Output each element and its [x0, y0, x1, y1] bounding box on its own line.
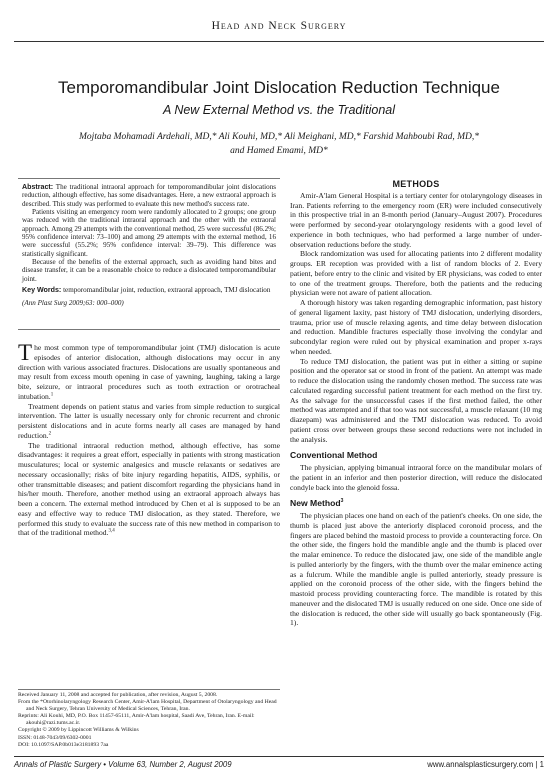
ref-sup[interactable]: 1	[50, 392, 54, 398]
intro-text-3: The traditional intraoral reduction method, although effective, has some disadvantages: it requires a great effort, especially in patients with strong mastication musculatures; local or systemic analgesics and muscle relaxants or sedatives are necessary occasionally; risks of bite injury regarding hepatitis, AIDS, syphilis, or other transmittable diseases; and patient discomfort regarding the physicians hand in his/her mouth. Therefore, another method using an extraoral approach always has been a concern. The external method introduced by Chen et al is supposed to be an easy and effective way to reduce TMJ dislocation, as they stated. Therefore, we performed this study to evaluate the success rate of this new method in comparison to that of the traditional method.	[18, 440, 280, 538]
intro-p1	[18, 340, 280, 402]
article-citation: (Ann Plast Surg 2009;63: 000–000)	[22, 299, 124, 308]
abstract-p3: Because of the benefits of the external approach, such as avoiding hand bites and disease transfer, it can be a reasonable choice to reduce a dislocated temporomandibular joint.	[22, 258, 276, 283]
abstract-p2: Patients visiting an emergency room were randomly allocated to 2 groups; one group was reduced with the traditional intraoral approach and the other with the extraoral approach. Among 29 attempts with the conventional method, 25 were successful (86.2%; 95% confidence interval: 73–100) and among 29 attempts with the external method, 16 were successful (55.2%; 95% confidence interval: 39–79). This difference was statistically significant.	[22, 208, 276, 258]
newmethod-heading: New Method	[290, 498, 341, 509]
authors-line-1: Mojtaba Mohamadi Ardehali, MD,* Ali Kouhi, MD,* Ali Meighani, MD,* Farshid Mahboubi Rad, MD,*	[79, 132, 479, 142]
right-column	[290, 180, 542, 628]
keywords-text: temporomandibular joint, reduction, extraoral approach, TMJ dislocation	[63, 286, 271, 295]
intro-p2	[18, 402, 280, 441]
abstract-box	[18, 178, 280, 330]
header-rule	[14, 41, 544, 42]
intro-text-2: Treatment depends on patient status and varies from simple reduction to surgical intervention. The latter is usually necessary only for chronic recurrent and chronic persistent dislocations and in acute forms nearly all cases are managed by hand reduction.	[18, 401, 280, 440]
abstract-text-1: The traditional intraoral approach for temporomandibular joint dislocations reduction, although effective, has some disadvantages. Here, a new extraoral approach is described. This study was performed to evaluate this new method's success rate.	[22, 183, 277, 208]
article-subtitle: A New External Method vs. the Traditional	[162, 103, 396, 117]
footer-rule	[14, 756, 544, 757]
article-title: Temporomandibular Joint Dislocation Reduction Technique	[58, 78, 500, 97]
article-footnote	[18, 689, 280, 749]
footnote-reprints: Reprints: Ali Kouhi, MD, P.O. Box 11457-65111, Amir-A'lam hospital, Saadi Ave, Tehran, Iran. E-mail: akouhi@razi.tums.ac.ir.	[18, 713, 255, 727]
author-list	[60, 130, 498, 158]
intro-text-1: he most common type of temporomandibular joint (TMJ) dislocation is acute episodes of anterior dislocation, although dislocations may occur in any direction with various associated fractures. Dislocations are usually spontaneous and may result from excess mouth opening in case of yawning, laughing, taking a large bite, seizure, or intraoral procedures such as tooth extraction or orotracheal intubation.	[18, 343, 280, 401]
authors-line-2: and Hamed Emami, MD*	[230, 146, 328, 156]
methods-p1: Amir-A'lam General Hospital is a tertiary center for otolaryngology diseases in Iran. Patients referring to the emergency room (ER) were included consecutively in this prospective trial in an 8-month period (January–August 2007). Procedures were performed by second-year otolaryngology residents with a good level of experience in both techniques, who had performed a large number of under-observation reductions before the study.	[290, 190, 542, 249]
newmethod-p1: The physician places one hand on each of the patient's cheeks. On one side, the thumb is placed just above the anteriorly displaced coronoid process, and the fingers are placed behind the mastoid process to provide a counteracting force. On the other side, the fingers hold the mandible angle and the thumb is placed over the malar eminence. To reduce the dislocated jaw, one side of the mandible angle is pulled anteriorly by the fingers, with the thumb over the malar eminence acting as a fulcrum. While the mandible angle is pulled anteriorly, steady pressure is applied on the coronoid process of the other side, with the fingers behind the mastoid process providing counteracting force. The mandible is rotated by this maneuver and the dislocated TMJ is usually reduced on one side. Once one side of the dislocation is reduced, the other side will usually go back spontaneously (Fig. 1).	[290, 511, 542, 628]
abstract-p1	[22, 183, 276, 208]
footnote-received: Received January 11, 2008 and accepted for publication, after revision, August 5, 2008.	[18, 692, 218, 698]
footer-journal-info: Annals of Plastic Surgery • Volume 63, Number 2, August 2009	[14, 760, 232, 769]
footnote-issn: ISSN: 0148-7043/09/6302-0001	[18, 734, 92, 741]
conventional-p1: The physician, applying bimanual intraoral force on the mandibular molars of the patient in an inferior and then posterior direction, will reduce the dislocated condyle back into the glenoid fossa.	[290, 463, 542, 492]
methods-p2: Block randomization was used for allocating patients into 2 different modality groups. ER reception was provided with a list of random blocks of 2. Every patient, before entry to the clinic and visited by ER physicians, was coded to enter to one of the treatment groups. Therefore, both the patients and the reducing physician were not aware of patient allocation.	[290, 249, 542, 298]
drop-cap: T	[18, 340, 33, 365]
footnote-copyright: Copyright © 2009 by Lippincott Williams & Wilkins	[18, 727, 139, 734]
footnote-affiliation: From the *Otorhinolaryngology Research Center, Amir-A'lam Hospital, Department of Otolaryngology and Head and Neck Surgery, Tehran University of Medical Sciences, Tehran, Iran.	[18, 699, 277, 713]
abstract-label: Abstract:	[22, 183, 54, 191]
methods-p3: A thorough history was taken regarding demographic information, past history of general ligament laxity, past history of TMJ dislocation, underlying disorders, trauma, prior use of muscle relaxing agents, and time delay between dislocation and reduction. Mandible fractures especially those involving the condylar and subcondylar region were ruled out by physical examination and proper x-rays when needed.	[290, 298, 542, 356]
ref-sup[interactable]: 2	[48, 431, 52, 437]
methods-heading: METHODS	[392, 179, 440, 189]
ref-sup[interactable]: 3	[340, 498, 344, 505]
keywords	[22, 286, 276, 294]
methods-p4: To reduce TMJ dislocation, the patient was put in either a sitting or supine position and the operator sat or stood in front of the patient. An attempt was made to reduce the dislocation using the randomly chosen method. The success rate was calculated regarding successful patient treatment for each method on the first try. As the salvage for the unsuccessful cases if the first method failed, the other method was attempted and if that too was not successful, a muscle relaxant (10 mg diazepam) was administered and the TMJ dislocation was reduced. To avoid patient cross over between groups these second reductions were not included in the analysis.	[290, 356, 542, 444]
conventional-heading: Conventional Method	[290, 450, 378, 461]
left-column	[18, 340, 280, 538]
footnote-doi: DOI: 10.1097/SAP.0b013e3181893 7aa	[18, 741, 109, 748]
journal-section-header: Head and Neck Surgery	[211, 20, 347, 32]
newmethod-heading-wrap	[290, 499, 542, 509]
keywords-label: Key Words:	[22, 286, 62, 295]
intro-p3	[18, 441, 280, 539]
ref-sup[interactable]: 3,4	[108, 528, 115, 534]
footer-website-page[interactable]: www.annalsplasticsurgery.com | 1	[427, 760, 544, 769]
